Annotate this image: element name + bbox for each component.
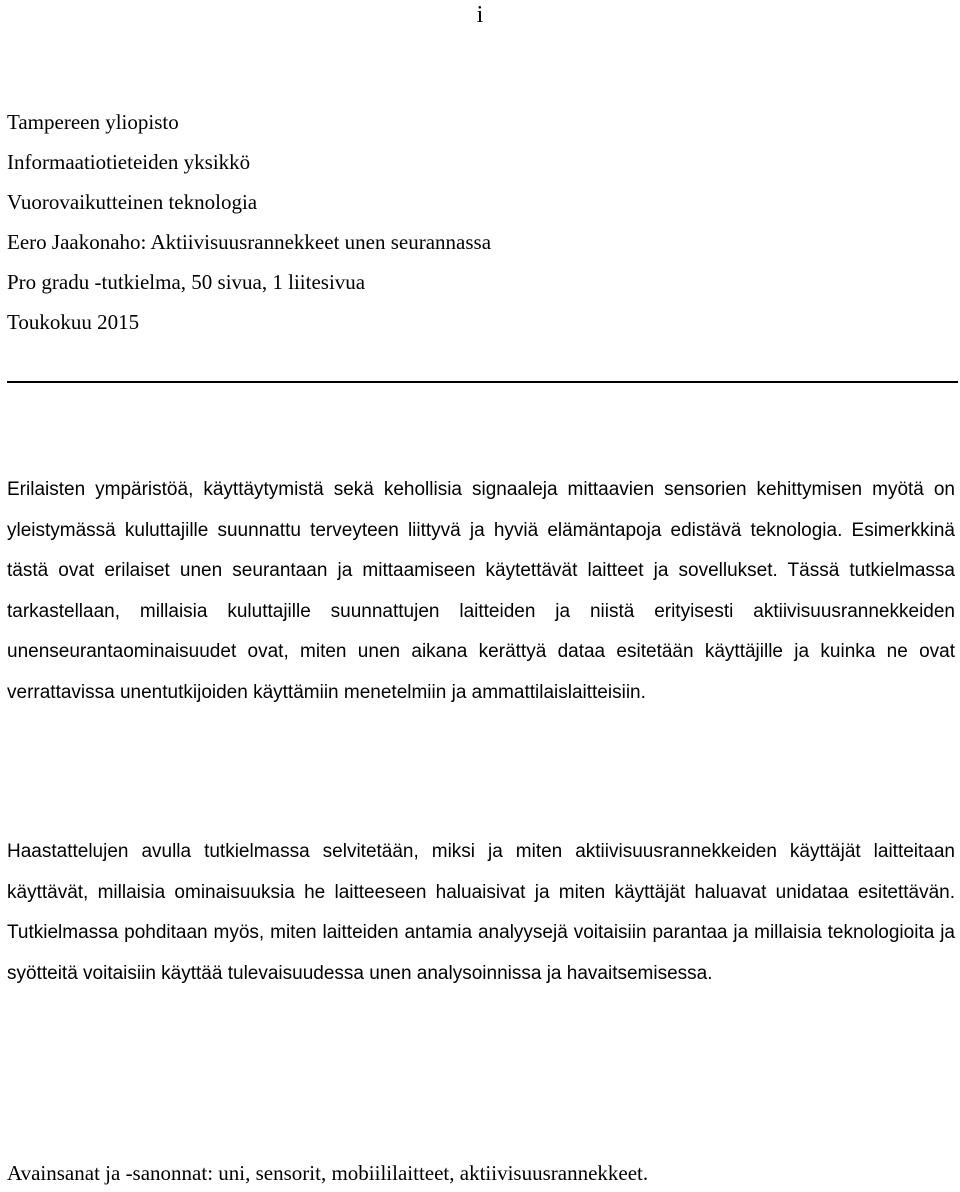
abstract-paragraph-2: Haastattelujen avulla tutkielmassa selvitetään, miksi ja miten aktiivisuusrannekkeiden käyttäjät laitteitaan käyttävät, millaisia ominaisuuksia he laitteeseen haluaisivat ja miten käyttäjät haluavat unidataa esitettävän. Tutkielmassa pohditaan myös, miten laitteiden antamia analyysejä voitaisiin parantaa ja millaisia teknologioita ja syötteitä voitaisiin käyttää tulevaisuudessa unen analysoinnissa ja havaitsemisessa.: [7, 841, 955, 984]
author-and-title: Eero Jaakonaho: Aktiivisuusrannekkeet unen seurannassa: [7, 230, 492, 254]
abstract-paragraph-1: Erilaisten ympäristöä, käyttäytymistä sekä kehollisia signaaleja mittaavien sensorien kehittymisen myötä on yleistymässä kuluttajille suunnattu terveyteen liittyvä ja hyviä elämäntapoja edistävä teknologia. Esimerkkinä tästä ovat erilaiset unen seurantaan ja mittaamiseen käytettävät laitteet ja sovellukset. Tässä tutkielmassa tarkastellaan, millaisia kuluttajille suunnattujen laitteiden ja niistä erityisesti aktiivisuusrannekkeiden unenseurantaominaisuudet ovat, miten unen aikana kerättyä dataa esitetään käyttäjille ja kuinka ne ovat verrattavissa unentutkijoiden käyttämiin menetelmiin ja ammattilaislaitteisiin.: [7, 479, 955, 703]
thesis-type-and-pages: Pro gradu -tutkielma, 50 sivua, 1 liitesivua: [7, 270, 366, 294]
publication-date: Toukokuu 2015: [7, 310, 140, 334]
document-header: [7, 102, 947, 342]
keywords: Avainsanat ja -sanonnat: uni, sensorit, mobiililaitteet, aktiivisuusrannekkeet.: [7, 1161, 649, 1185]
header-divider: [7, 381, 958, 383]
degree-programme: Vuorovaikutteinen teknologia: [7, 190, 258, 214]
faculty-name: Informaatiotieteiden yksikkö: [7, 150, 251, 174]
university-name: Tampereen yliopisto: [7, 110, 179, 134]
page-number: i: [476, 2, 484, 28]
